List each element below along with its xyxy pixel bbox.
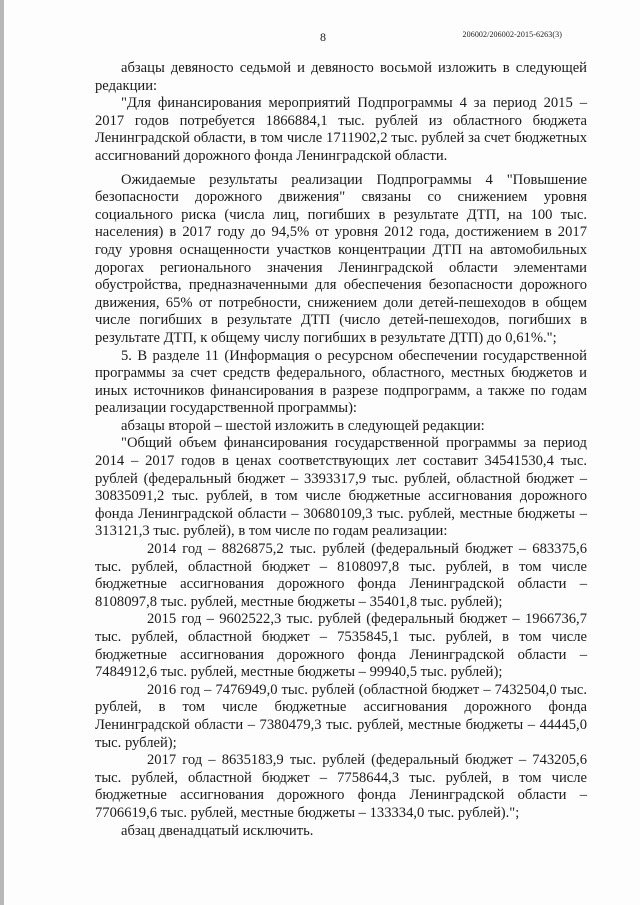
scan-edge-shadow <box>0 0 4 905</box>
paragraph-expected-results: Ожидаемые результаты реализации Подпрограммы 4 "Повышение безопасности дорожного движения" связаны со снижением уровня социального риска (числа лиц, погибших в результате ДТП, на 100 тыс. населения) в 2017 году до 94,5% от уровня 2012 года, достижением в 2017 году уровня оснащенности участков концентрации ДТП на автомобильных дорогах регионального значения Ленинградской области элементами обустройства, предназначенными для обеспечения безопасности дорожного движения, 65% от потребности, снижением доли детей-пешеходов в общем числе погибших в результате ДТП (число детей-пешеходов, погибших в результате ДТП, к общему числу погибших в результате ДТП) до 0,61%."; <box>95 171 587 346</box>
paragraph-year-2016: 2016 год – 7476949,0 тыс. рублей (областной бюджет – 7432504,0 тыс. рублей, в том числе бюджетные ассигнования дорожного фонда Ленинградской области – 7380479,3 тыс. рублей, местные бюджеты – 44445,0 тыс. рублей); <box>95 681 587 751</box>
paragraph-total-financing: "Общий объем финансирования государственной программы за период 2014 – 2017 годов в ценах соответствующих лет составит 34541530,4 тыс. рублей (федеральный бюджет – 3393317,9 тыс. рублей, областной бюджет – 30835091,2 тыс. рублей, в том числе бюджетные ассигнования дорожного фонда Ленинградской области – 30680109,3 тыс. рублей, местные бюджеты – 313121,3 тыс. рублей), в том числе по годам реализации: <box>95 435 587 540</box>
paragraph-year-2015: 2015 год – 9602522,3 тыс. рублей (федеральный бюджет – 1966736,7 тыс. рублей, областной бюджет – 7535845,1 тыс. рублей, в том числе бюджетные ассигнования дорожного фонда Ленинградской области – 7484912,6 тыс. рублей, местные бюджеты – 99940,5 тыс. рублей); <box>95 611 587 681</box>
paragraph-year-2014: 2014 год – 8826875,2 тыс. рублей (федеральный бюджет – 683375,6 тыс. рублей, областной бюджет – 8108097,8 тыс. рублей, в том числе бюджетные ассигнования дорожного фонда Ленинградской области – 8108097,8 тыс. рублей, местные бюджеты – 35401,8 тыс. рублей); <box>95 541 587 610</box>
document-body <box>95 60 587 840</box>
paragraph-intro: абзацы девяносто седьмой и девяносто восьмой изложить в следующей редакции: <box>95 60 587 94</box>
paragraph-exclusion: абзац двенадцатый исключить. <box>121 822 314 839</box>
paragraph-financing-quote: "Для финансирования мероприятий Подпрограммы 4 за период 2015 – 2017 годов потребуется 1866884,1 тыс. рублей из областного бюджета Ленинградской области, в том числе 1711902,2 тыс. рублей за счет бюджетных ассигнований дорожного фонда Ленинградской области. <box>95 95 587 164</box>
paragraph-year-2017: 2017 год – 8635183,9 тыс. рублей (федеральный бюджет – 743205,6 тыс. рублей, областной бюджет – 7758644,3 тыс. рублей, в том числе бюджетные ассигнования дорожного фонда Ленинградской области – 7706619,6 тыс. рублей, местные бюджеты – 133334,0 тыс. рублей)."; <box>95 752 587 821</box>
page-number: 8 <box>320 30 326 44</box>
document-code: 206002/206002-2015-6263(3) <box>462 30 562 39</box>
paragraph-edit-instruction: абзацы второй – шестой изложить в следующей редакции: <box>121 417 485 434</box>
paragraph-section-11: 5. В разделе 11 (Информация о ресурсном обеспечении государственной программы за счет средств федерального, областного, местных бюджетов и иных источников финансирования в разрезе подпрограмм, а также по годам реализации государственной программы): <box>95 347 587 417</box>
